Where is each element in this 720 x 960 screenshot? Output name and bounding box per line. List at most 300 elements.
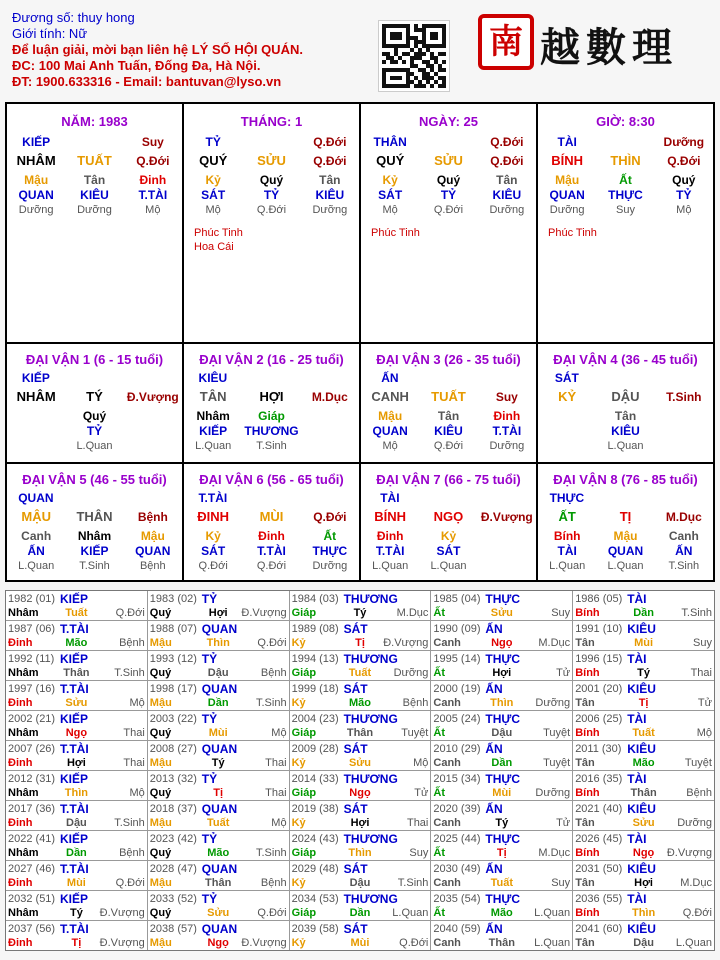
- year-top: [575, 652, 712, 666]
- year-label: 2003 (22): [149, 713, 197, 725]
- year-stem: Giáp: [291, 727, 317, 739]
- year-top: [8, 652, 145, 666]
- year-cell: [6, 801, 148, 830]
- year-cell: [573, 651, 714, 680]
- year-stem: Nhâm: [8, 787, 39, 799]
- year-label: 1990 (09): [433, 623, 481, 635]
- daivan-god: [7, 491, 182, 506]
- year-cell: [290, 771, 432, 800]
- pillar-stem-branch-row-cell: Q.Đới: [313, 154, 347, 168]
- year-cell: [6, 681, 148, 710]
- pillar-hidden-gods: [184, 188, 359, 203]
- year-branch: Mùi: [66, 877, 86, 889]
- year-cell: [290, 891, 432, 920]
- year-state: Mộ: [129, 697, 145, 709]
- year-branch: Hợi: [350, 817, 370, 829]
- year-branch: Tị: [71, 937, 82, 949]
- year-god: SÁT: [343, 862, 368, 876]
- year-label: 2016 (35): [575, 773, 623, 785]
- daivan-god: [361, 491, 536, 506]
- pillar-god-row: [538, 135, 713, 150]
- year-branch: Mão: [348, 697, 371, 709]
- year-row: [6, 711, 714, 741]
- year-bottom: [575, 756, 712, 770]
- year-cell: [148, 711, 290, 740]
- year-branch: Sửu: [348, 757, 371, 769]
- year-cell: [148, 621, 290, 650]
- year-cell: [148, 861, 290, 890]
- daivan-hidden-gods-cell: SÁT: [436, 544, 461, 558]
- daivan-hidden-gods-cell: [478, 544, 536, 559]
- year-state: Q.Đới: [682, 907, 712, 919]
- year-cell: [431, 741, 573, 770]
- year-bottom: [575, 606, 712, 620]
- contact-line: Để luận giải, mời bạn liên hệ LÝ SỐ HỘI QUÁN.: [12, 42, 303, 57]
- daivan-states-cell: [124, 439, 182, 454]
- year-bottom: [433, 906, 570, 920]
- pillar-stars: [538, 226, 713, 240]
- pillars-row: [7, 104, 713, 344]
- year-label: 2035 (54): [433, 893, 481, 905]
- daivan-stem-branch: [538, 510, 713, 525]
- year-top: [433, 892, 570, 906]
- year-branch: Thìn: [206, 637, 230, 649]
- year-branch: Hợi: [492, 667, 512, 679]
- pillar-god-row-cell: Dưỡng: [663, 135, 705, 149]
- pillar-god-row-cell: [419, 135, 477, 150]
- year-branch: Tị: [496, 847, 507, 859]
- year-state: Đ.Vượng: [241, 937, 287, 949]
- year-cell: [431, 771, 573, 800]
- pillar-god-row-cell: Q.Đới: [313, 135, 347, 149]
- year-state: Dưỡng: [535, 787, 571, 799]
- daivan-hidden-gods-cell: QUAN: [135, 544, 171, 558]
- pillar-hidden-gods: [538, 188, 713, 203]
- year-state: Suy: [693, 637, 712, 649]
- year-cell: [573, 831, 714, 860]
- year-cell: [6, 711, 148, 740]
- year-top: [433, 652, 570, 666]
- year-stem: Nhâm: [8, 667, 39, 679]
- year-top: [8, 712, 145, 726]
- seal-icon: 南: [478, 14, 534, 70]
- daivan-hidden-gods-cell: THỰC: [312, 544, 348, 558]
- daivan-stem-branch-cell: TÂN: [199, 389, 227, 404]
- year-bottom: [292, 906, 429, 920]
- year-cell: [573, 711, 714, 740]
- year-branch: Tuất: [490, 877, 513, 889]
- year-state: Dưỡng: [677, 817, 712, 829]
- daivan-god-label: SÁT: [554, 371, 579, 385]
- pillar-cell: [184, 104, 361, 342]
- year-top: [150, 592, 287, 606]
- year-top: [575, 892, 712, 906]
- year-branch: Tuất: [348, 667, 372, 679]
- pillar-hidden-stems: [184, 173, 359, 188]
- year-god: KIÊU: [627, 622, 656, 636]
- daivan-stem-branch-cell: NGỌ: [433, 509, 464, 524]
- year-state: Q.Đới: [115, 607, 145, 619]
- brand-logo: [478, 10, 708, 74]
- year-god: TÀI: [627, 832, 647, 846]
- year-top: [8, 922, 145, 936]
- daivan-hidden-cell: [124, 409, 182, 424]
- year-top: [8, 622, 145, 636]
- year-stem: Tân: [575, 697, 595, 709]
- year-top: [8, 682, 145, 696]
- year-god: KIÊU: [627, 742, 656, 756]
- daivan-title: ĐẠI VẬN 4 (36 - 45 tuổi): [553, 352, 698, 367]
- daivan-hidden: [361, 409, 536, 424]
- year-branch: Tý: [637, 667, 650, 679]
- year-branch: Dần: [66, 847, 87, 859]
- year-god: ẤN: [485, 802, 503, 816]
- year-god: T.TÀI: [60, 802, 89, 816]
- year-label: 1997 (16): [8, 683, 56, 695]
- year-top: [575, 622, 712, 636]
- year-bottom: [575, 666, 712, 680]
- year-label: 1991 (10): [575, 623, 623, 635]
- year-god: TÀI: [627, 712, 647, 726]
- year-label: 2001 (20): [575, 683, 623, 695]
- daivan-hidden-gods: [7, 424, 182, 439]
- year-top: [433, 772, 570, 786]
- year-top: [292, 682, 429, 696]
- pillar-states-cell: Q.Đới: [433, 204, 464, 216]
- year-branch: Thân: [63, 667, 90, 679]
- daivan-stem-branch: [7, 510, 182, 525]
- year-state: Bệnh: [402, 697, 429, 709]
- daivan-hidden-cell: Đinh: [376, 529, 404, 543]
- year-bottom: [150, 726, 287, 740]
- year-god: THƯƠNG: [343, 712, 398, 726]
- year-bottom: [575, 936, 712, 950]
- daivan-hidden-gods-cell: T.TÀI: [375, 544, 405, 558]
- daivan-states-cell: Bệnh: [139, 560, 166, 572]
- daivan-states-cell: L.Quan: [195, 440, 232, 452]
- daivan-hidden-cell: Mậu: [378, 409, 403, 423]
- year-branch: Hợi: [66, 757, 86, 769]
- daivan-stem-branch: [7, 390, 182, 405]
- year-branch: Tý: [353, 607, 367, 619]
- year-state: Bệnh: [686, 787, 712, 799]
- year-top: [8, 832, 145, 846]
- year-top: [292, 592, 429, 606]
- year-branch: Hợi: [634, 877, 653, 889]
- year-god: SÁT: [343, 922, 368, 936]
- daivan-stem-branch-cell: Đ.Vượng: [126, 390, 179, 404]
- year-bottom: [150, 696, 287, 710]
- pillar-hidden-stems-cell: Tân: [496, 173, 518, 187]
- year-row: [6, 771, 714, 801]
- daivan-stem-branch-cell: ĐINH: [197, 509, 230, 524]
- pillar-god-row-cell: [65, 135, 123, 150]
- year-stem: Bính: [575, 847, 600, 859]
- daivan-hidden-gods-cell: QUAN: [372, 424, 408, 438]
- year-stem: Đinh: [8, 637, 33, 649]
- year-label: 1998 (17): [149, 683, 197, 695]
- year-stem: Ất: [433, 787, 445, 799]
- pillar-states-cell: Dưỡng: [489, 204, 525, 216]
- pillar-hidden-gods-cell: KIÊU: [80, 188, 109, 202]
- year-god: THỰC: [485, 772, 521, 786]
- year-bottom: [433, 786, 570, 800]
- year-cell: [573, 921, 714, 950]
- daivan-states: [184, 559, 359, 574]
- pillar-god-row-cell: TÀI: [557, 135, 577, 149]
- daivan-hidden-gods: [7, 544, 182, 559]
- year-label: 2037 (56): [8, 923, 56, 935]
- year-label: 2021 (40): [575, 803, 623, 815]
- pillar-stem-branch-row-cell: Q.Đới: [490, 154, 524, 168]
- daivan-hidden-cell: [478, 529, 536, 544]
- daivan-hidden-gods: [184, 544, 359, 559]
- year-label: 2005 (24): [433, 713, 481, 725]
- year-state: Q.Đới: [115, 877, 145, 889]
- year-label: 2014 (33): [291, 773, 339, 785]
- daivan-states: [538, 559, 713, 574]
- daivan-god-label: QUAN: [18, 491, 54, 505]
- pillar-god-row-cell: Suy: [141, 135, 164, 149]
- daivan-states-cell: Dưỡng: [489, 440, 525, 452]
- year-god: KIÊU: [627, 922, 656, 936]
- phone-email-line: ĐT: 1900.633316 - Email: bantuvan@lyso.vn: [12, 74, 282, 89]
- pillar-title: NGÀY: 25: [419, 114, 478, 129]
- pillar-hidden-stems: [7, 173, 182, 188]
- year-row: [6, 741, 714, 771]
- year-label: 1993 (12): [149, 653, 197, 665]
- pillar-god-row-cell: [242, 135, 300, 150]
- daivan-hidden: [7, 409, 182, 424]
- year-label: 1988 (07): [149, 623, 197, 635]
- year-bottom: [150, 876, 287, 890]
- daivan-hidden-cell: Kỷ: [205, 529, 221, 543]
- daivan-stem-branch-cell: HỢI: [259, 389, 284, 404]
- year-bottom: [292, 696, 429, 710]
- year-state: Mộ: [696, 727, 712, 739]
- year-cell: [148, 741, 290, 770]
- year-label: 2022 (41): [8, 833, 56, 845]
- year-bottom: [150, 786, 287, 800]
- year-bottom: [292, 606, 429, 620]
- year-state: Thai: [123, 727, 145, 739]
- daivan-states-cell: Q.Đới: [433, 440, 464, 452]
- star-label: Phúc Tinh: [371, 227, 420, 239]
- year-god: T.TÀI: [60, 742, 89, 756]
- year-state: Thai: [265, 787, 287, 799]
- year-god: ẤN: [485, 622, 503, 636]
- year-cell: [431, 621, 573, 650]
- year-state: Q.Đới: [257, 907, 287, 919]
- year-cell: [6, 771, 148, 800]
- year-branch: Thân: [488, 937, 515, 949]
- subject-name: Đương số: thuy hong: [12, 10, 135, 25]
- year-branch: Mùi: [634, 637, 654, 649]
- year-bottom: [150, 906, 287, 920]
- pillar-god-row-cell: TỶ: [205, 135, 221, 149]
- year-bottom: [433, 696, 570, 710]
- year-state: T.Sinh: [397, 877, 429, 889]
- year-stem: Giáp: [291, 607, 317, 619]
- pillar-hidden-stems-cell: Quý: [436, 173, 461, 187]
- pillar-god-row-cell: KIẾP: [22, 135, 51, 149]
- daivan-states: [184, 439, 359, 454]
- year-stem: Đinh: [8, 817, 33, 829]
- year-state: Đ.Vượng: [383, 637, 429, 649]
- year-top: [150, 622, 287, 636]
- year-label: 2017 (36): [8, 803, 56, 815]
- year-state: Thai: [123, 757, 145, 769]
- year-stem: Canh: [433, 937, 461, 949]
- year-god: KIẾP: [60, 892, 89, 906]
- year-label: 2013 (32): [149, 773, 197, 785]
- year-god: KIÊU: [627, 862, 656, 876]
- year-label: 2026 (45): [575, 833, 623, 845]
- pillar-stars: [184, 226, 359, 254]
- pillar-hidden-gods-cell: KIÊU: [315, 188, 345, 202]
- year-branch: Tuất: [206, 817, 230, 829]
- year-top: [292, 772, 429, 786]
- daivan-hidden-cell: [538, 409, 596, 424]
- pillar-states-cell: Mộ: [676, 204, 692, 216]
- pillar-god-row: [7, 135, 182, 150]
- year-bottom: [8, 666, 145, 680]
- year-cell: [431, 801, 573, 830]
- year-top: [433, 712, 570, 726]
- year-top: [575, 862, 712, 876]
- year-label: 2012 (31): [8, 773, 56, 785]
- year-label: 2027 (46): [8, 863, 56, 875]
- year-state: Mộ: [271, 817, 287, 829]
- year-state: L.Quan: [392, 907, 429, 919]
- year-label: 2002 (21): [8, 713, 56, 725]
- year-label: 1986 (05): [575, 593, 623, 605]
- daivan-states-cell: Dưỡng: [312, 560, 348, 572]
- pillar-states-cell: Suy: [616, 204, 635, 216]
- pillar-hidden-stems-cell: Quý: [259, 173, 284, 187]
- year-top: [433, 682, 570, 696]
- year-branch: Ngọ: [65, 727, 88, 739]
- daivan-god: [184, 371, 359, 386]
- pillar-hidden-stems-cell: Kỷ: [382, 173, 398, 187]
- star-label: Phúc Tinh: [194, 227, 243, 239]
- pillar-title: NĂM: 1983: [61, 114, 128, 129]
- year-stem: Nhâm: [8, 727, 39, 739]
- year-label: 2025 (44): [433, 833, 481, 845]
- daivan-states: [361, 439, 536, 454]
- year-stem: Mậu: [149, 637, 172, 649]
- year-state: Bệnh: [260, 877, 287, 889]
- pillar-hidden-stems-cell: Mậu: [24, 173, 49, 187]
- year-branch: Tị: [213, 787, 224, 799]
- pillar-hidden-gods-cell: SÁT: [201, 188, 226, 202]
- year-state: Q.Đới: [257, 637, 287, 649]
- daivan-hidden-cell: Nhâm: [196, 409, 230, 423]
- year-branch: Thìn: [490, 697, 514, 709]
- year-bottom: [433, 666, 570, 680]
- year-label: 1982 (01): [8, 593, 56, 605]
- year-state: T.Sinh: [681, 607, 712, 619]
- year-top: [292, 892, 429, 906]
- daivan-stem-branch-cell: M.Dục: [311, 390, 348, 404]
- year-cell: [148, 771, 290, 800]
- year-god: THƯƠNG: [343, 652, 398, 666]
- daivan-stem-branch: [361, 510, 536, 525]
- daivan-cell: [7, 344, 184, 462]
- year-branch: Ngọ: [632, 847, 655, 859]
- year-cell: [431, 681, 573, 710]
- year-top: [150, 832, 287, 846]
- daivan-hidden-cell: Nhâm: [77, 529, 112, 543]
- year-top: [575, 832, 712, 846]
- year-god: TỶ: [201, 892, 218, 906]
- year-bottom: [292, 786, 429, 800]
- year-bottom: [575, 696, 712, 710]
- daivan-hidden-gods-cell: KIÊU: [611, 424, 640, 438]
- daivan-states-cell: T.Sinh: [668, 560, 700, 572]
- year-state: Bệnh: [260, 667, 287, 679]
- year-row: [6, 831, 714, 861]
- year-state: Đ.Vượng: [666, 847, 712, 859]
- year-state: Thai: [406, 817, 429, 829]
- year-label: 1989 (08): [291, 623, 339, 635]
- year-bottom: [150, 606, 287, 620]
- year-god: ẤN: [485, 862, 503, 876]
- year-label: 2019 (38): [291, 803, 339, 815]
- pillar-stars: [361, 226, 536, 240]
- year-stem: Mậu: [149, 877, 172, 889]
- year-top: [433, 622, 570, 636]
- year-bottom: [292, 936, 429, 950]
- daivan-states: [7, 439, 182, 454]
- year-cell: [573, 591, 714, 620]
- daivan-hidden-gods-cell: THƯƠNG: [244, 424, 299, 438]
- daivan-hidden: [7, 529, 182, 544]
- year-top: [292, 742, 429, 756]
- daivan-god-label: TÀI: [380, 491, 400, 505]
- year-branch: Sửu: [632, 817, 655, 829]
- year-god: KIẾP: [60, 772, 89, 786]
- year-top: [8, 742, 145, 756]
- daivan-hidden-cell: Đinh: [493, 409, 521, 423]
- daivan-hidden-cell: Giáp: [258, 409, 285, 423]
- year-god: THỰC: [485, 892, 521, 906]
- year-branch: Tý: [69, 907, 83, 919]
- year-top: [575, 922, 712, 936]
- daivan-cell: [7, 464, 184, 580]
- daivan-cell: [361, 464, 538, 580]
- year-stem: Bính: [575, 907, 600, 919]
- year-cell: [573, 681, 714, 710]
- pillar-states-cell: Dưỡng: [312, 204, 348, 216]
- year-cell: [148, 891, 290, 920]
- year-cell: [431, 711, 573, 740]
- year-bottom: [292, 666, 429, 680]
- pillar-hidden-gods: [7, 188, 182, 203]
- year-bottom: [433, 726, 570, 740]
- daivan-stem-branch-cell: MÙI: [259, 509, 284, 524]
- year-branch: Mão: [65, 637, 88, 649]
- year-god: SÁT: [343, 682, 368, 696]
- year-top: [8, 772, 145, 786]
- year-cell: [148, 591, 290, 620]
- year-god: QUAN: [201, 622, 238, 636]
- pillar-hidden-stems-cell: Tân: [83, 173, 106, 187]
- daivan-states-cell: L.Quan: [607, 560, 644, 572]
- year-state: T.Sinh: [256, 847, 287, 859]
- year-label: 2008 (27): [149, 743, 197, 755]
- year-row: [6, 621, 714, 651]
